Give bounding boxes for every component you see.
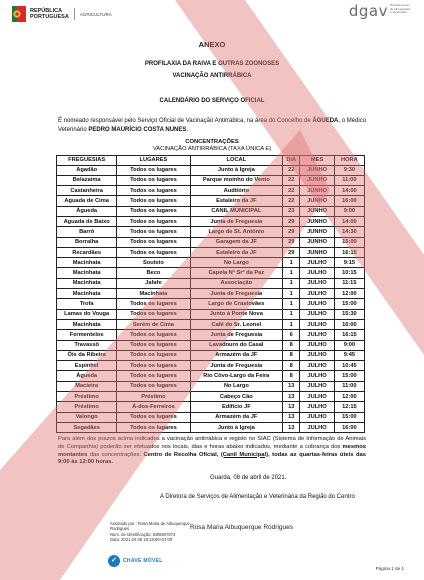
schedule-table: [56, 155, 365, 433]
cell-local: Largo de St. António: [190, 227, 283, 237]
header-hora: HORA: [334, 156, 364, 166]
cell-lugar: Todos os lugares: [117, 350, 190, 360]
cell-freguesia: Macinhata: [57, 289, 117, 299]
table-row: [57, 175, 365, 185]
cell-mes: JUNHO: [300, 247, 334, 257]
cell-hora: 14:30: [334, 227, 364, 237]
ministry-name: AGRICULTURA: [79, 11, 112, 17]
table-row: [57, 289, 365, 299]
cell-hora: 9:30: [334, 165, 364, 175]
table-row: [57, 196, 365, 206]
cell-lugar: Todos os lugares: [117, 247, 190, 257]
cell-local: Edifício JF: [190, 402, 283, 412]
table-row: [57, 268, 365, 278]
cell-hora: 11:00: [334, 175, 364, 185]
cell-local: Garagem da JF: [190, 237, 283, 247]
cell-mes: JUNHO: [300, 227, 334, 237]
cell-dia: 22: [283, 186, 300, 196]
cell-local: Rio Côvo-Largo da Feira: [190, 371, 283, 381]
cell-lugar: Todos os lugares: [117, 165, 190, 175]
table-row: [57, 258, 365, 268]
header-divider: [74, 8, 75, 20]
dgav-logo: dgav: [348, 2, 388, 20]
cell-mes: JULHO: [300, 412, 334, 422]
cell-local: Parque moinho do Vento: [190, 175, 283, 185]
cell-dia: 1: [283, 299, 300, 309]
document-title: ANEXO: [198, 40, 226, 49]
cell-local: Associação: [190, 278, 283, 288]
concentrations-heading: CONCENTRAÇÕES VACINAÇÃO ANTIRRÁBICA (TAXA ÚNICA E): [152, 139, 272, 152]
page-number: Página 1 de 1: [375, 566, 404, 571]
cell-freguesia: Valongo: [57, 412, 117, 422]
cell-lugar: Souteio: [117, 258, 190, 268]
table-row: [57, 309, 365, 319]
cell-local: Café do Sr. Leonel: [190, 319, 283, 329]
table-row: [57, 392, 365, 402]
cell-mes: JULHO: [300, 258, 334, 268]
table-row: [57, 371, 365, 381]
cell-hora: 12:00: [334, 289, 364, 299]
table-row: [57, 402, 365, 412]
table-row: [57, 381, 365, 391]
cell-hora: 10:15: [334, 268, 364, 278]
table-row: [57, 422, 365, 432]
cell-hora: 16:15: [334, 330, 364, 340]
table-row: [57, 206, 365, 216]
digital-signature: Assinado por : Rosa Maria de Albuquerque Rodrigues Num. de Identificação: BI06607872 Data: 2021.04.08 18:19:50+01'00' Rosa Maria Albuquerque Rodrigues: [110, 521, 293, 543]
cell-dia: 13: [283, 381, 300, 391]
cell-local: Estaleiro da JF: [190, 196, 283, 206]
cell-dia: 1: [283, 278, 300, 288]
cell-lugar: Todos os lugares: [117, 216, 190, 226]
coat-of-arms-icon: [12, 6, 26, 22]
cell-freguesia: Borralha: [57, 237, 117, 247]
cell-freguesia: Préstimo: [57, 392, 117, 402]
cell-freguesia: Macinhata: [57, 268, 117, 278]
cell-mes: JULHO: [300, 309, 334, 319]
cell-hora: 15:00: [334, 237, 364, 247]
cell-dia: 29: [283, 216, 300, 226]
date-line: Guarda, 08 de abril de 2021.: [210, 475, 287, 481]
cell-local: Junto à Igreja: [190, 165, 283, 175]
cell-mes: JULHO: [300, 268, 334, 278]
cell-hora: 12:00: [334, 392, 364, 402]
subtitle-vaccination: VACINAÇÃO ANTIRRÁBICA: [172, 73, 252, 79]
cell-dia: 29: [283, 237, 300, 247]
cell-dia: 22: [283, 165, 300, 175]
cell-hora: 12:15: [334, 402, 364, 412]
dgav-subtitle: Direção-Geral de Alimentação e Veterinária: [390, 3, 411, 14]
cell-lugar: Todos os lugares: [117, 227, 190, 237]
cell-freguesia: Macinhata: [57, 278, 117, 288]
cell-dia: 1: [283, 309, 300, 319]
cell-hora: 9:00: [334, 340, 364, 350]
table-row: [57, 186, 365, 196]
cell-hora: 15:00: [334, 412, 364, 422]
cell-hora: 14:00: [334, 186, 364, 196]
cell-hora: 9:15: [334, 258, 364, 268]
cell-dia: 8: [283, 340, 300, 350]
cell-local: Capela Nª Srª da Paz: [190, 268, 283, 278]
cell-dia: 13: [283, 392, 300, 402]
cell-dia: 23: [283, 206, 300, 216]
cell-mes: JULHO: [300, 340, 334, 350]
direcao-line: A Diretora de Serviços de Alimentação e Veterinária da Região do Centro: [160, 494, 355, 500]
cell-dia: 22: [283, 196, 300, 206]
cell-lugar: Todos os lugares: [117, 361, 190, 371]
cell-dia: 29: [283, 247, 300, 257]
cell-hora: 9:45: [334, 350, 364, 360]
cell-local: Cabeço Cão: [190, 392, 283, 402]
cell-freguesia: Espinhel: [57, 361, 117, 371]
dgav-logo-block: [349, 4, 412, 19]
cell-lugar: Todos os lugares: [117, 381, 190, 391]
chave-movel-label: CHAVE MÓVEL: [123, 558, 163, 564]
table-row: [57, 227, 365, 237]
cell-dia: 1: [283, 258, 300, 268]
cell-mes: JULHO: [300, 278, 334, 288]
cell-lugar: Beco: [117, 268, 190, 278]
table-row: [57, 319, 365, 329]
cell-hora: 15:00: [334, 371, 364, 381]
table-row: [57, 340, 365, 350]
header-mes: MES: [300, 156, 334, 166]
cell-local: Lavadouro do Casal: [190, 340, 283, 350]
table-row: [57, 412, 365, 422]
cell-lugar: Todos os lugares: [117, 412, 190, 422]
cell-lugar: Todos os lugares: [117, 340, 190, 350]
note-paragraph: Para além dos prazos acima indicados a vacinação antirrábica e registo no SIAC (Sistema de Informação de Animais de Companhia) poderão ser efetuados nos locais, dias e horas abaixo indicados, mediante a cobrança dos mesmos montantes das concentrações: Centro de Recolha Oficial, (Canil Municipal), todas as quartas-feiras úteis das 9:00 às 12:00 horas.: [58, 436, 366, 466]
table-header-row: [57, 156, 365, 166]
cell-mes: JULHO: [300, 289, 334, 299]
cell-lugar: Todos os lugares: [117, 175, 190, 185]
cell-freguesia: Fermentelos: [57, 330, 117, 340]
cell-freguesia: Águeda: [57, 371, 117, 381]
cell-mes: JUNHO: [300, 175, 334, 185]
municipality-name: ÁGUEDA: [312, 118, 339, 124]
cell-freguesia: Préstimo: [57, 402, 117, 412]
cell-hora: 15:30: [334, 309, 364, 319]
cell-dia: 1: [283, 268, 300, 278]
intro-paragraph: É nomeado responsável pelo Serviço Oficial de Vacinação Antirrábica, na área do Concelho de ÁGUEDA, o Médico Veterinário PEDRO MAURÍCIO COSTA NUNES.: [58, 118, 367, 133]
cell-dia: 22: [283, 175, 300, 185]
cell-hora: 9:00: [334, 206, 364, 216]
table-row: [57, 216, 365, 226]
cell-lugar: Todos os lugares: [117, 371, 190, 381]
cell-freguesia: Belazaima: [57, 175, 117, 185]
cell-freguesia: Castanheira: [57, 186, 117, 196]
cell-local: Armazém da JF: [190, 412, 283, 422]
cell-mes: JUNHO: [300, 165, 334, 175]
cell-hora: 16:00: [334, 422, 364, 432]
cell-hora: 10:45: [334, 361, 364, 371]
cell-local: No Largo: [190, 258, 283, 268]
government-name: REPÚBLICA PORTUGUESA: [30, 8, 69, 20]
cell-freguesia: Aguada de Baixo: [57, 216, 117, 226]
cell-mes: JULHO: [300, 299, 334, 309]
cell-local: No Largo: [190, 381, 283, 391]
cell-mes: JUNHO: [300, 206, 334, 216]
cell-lugar: Todos os lugares: [117, 206, 190, 216]
table-row: [57, 299, 365, 309]
cell-dia: 6: [283, 330, 300, 340]
cell-lugar: Todos os lugares: [117, 186, 190, 196]
cell-dia: 13: [283, 422, 300, 432]
cell-lugar: Todos os lugares: [117, 309, 190, 319]
canil-municipal: (Canil Municipal): [220, 451, 269, 458]
table-row: [57, 237, 365, 247]
cell-mes: JULHO: [300, 422, 334, 432]
cell-lugar: Todos os lugares: [117, 299, 190, 309]
cell-hora: 14:00: [334, 216, 364, 226]
chave-movel-badge: [108, 555, 163, 567]
cell-mes: JULHO: [300, 350, 334, 360]
cell-freguesia: Barrô: [57, 227, 117, 237]
cell-local: Junta de Freguesia: [190, 289, 283, 299]
cell-lugar: Todos os lugares: [117, 237, 190, 247]
cell-freguesia: Macinhata: [57, 258, 117, 268]
cell-freguesia: Lamas do Vouga: [57, 309, 117, 319]
cell-dia: 8: [283, 361, 300, 371]
cell-freguesia: Trofa: [57, 299, 117, 309]
cell-local: Junta de Freguesia: [190, 216, 283, 226]
cell-local: CANIL MUNICIPAL: [190, 206, 283, 216]
header-local: LOCAL: [190, 156, 283, 166]
cell-mes: JUNHO: [300, 186, 334, 196]
cell-lugar: Todos os lugares: [117, 330, 190, 340]
cell-mes: JULHO: [300, 402, 334, 412]
table-row: [57, 278, 365, 288]
cell-lugar: Á-dos-Ferreiros: [117, 402, 190, 412]
cell-hora: 11:15: [334, 278, 364, 288]
cell-dia: 13: [283, 412, 300, 422]
header-lugares: LUGARES: [117, 156, 190, 166]
cell-dia: 8: [283, 371, 300, 381]
cell-hora: 11:00: [334, 381, 364, 391]
cell-freguesia: Recardães: [57, 247, 117, 257]
cell-local: Estaleiro da JF: [190, 247, 283, 257]
subtitle-zoonoses: PROFILAXIA DA RAIVA E OUTRAS ZOONOSES: [144, 61, 280, 67]
cell-mes: JUNHO: [300, 196, 334, 206]
cell-local: Junta de Freguesia: [190, 361, 283, 371]
cell-dia: 1: [283, 289, 300, 299]
cell-hora: 16:00: [334, 196, 364, 206]
centro-recolha: Centro de Recolha Oficial,: [143, 451, 219, 458]
cell-local: Largo de Crastovães: [190, 299, 283, 309]
cell-freguesia: Águeda: [57, 206, 117, 216]
table-row: [57, 361, 365, 371]
cell-freguesia: Macieira: [57, 381, 117, 391]
cell-dia: 8: [283, 350, 300, 360]
table-row: [57, 350, 365, 360]
cell-local: Junto à Ponte Nova: [190, 309, 283, 319]
cell-local: Auditório: [190, 186, 283, 196]
gov-header: [12, 6, 112, 22]
cell-dia: 1: [283, 319, 300, 329]
header-freguesias: FREGUESIAS: [57, 156, 117, 166]
table-row: [57, 330, 365, 340]
cell-local: Junto à Igreja: [190, 422, 283, 432]
cell-mes: JULHO: [300, 361, 334, 371]
table-row: [57, 165, 365, 175]
cell-lugar: Jafafe: [117, 278, 190, 288]
cell-local: Armazém da JF: [190, 350, 283, 360]
chave-movel-icon: ✓: [108, 555, 120, 567]
cell-hora: 16:15: [334, 247, 364, 257]
cell-mes: JULHO: [300, 392, 334, 402]
cell-dia: 29: [283, 227, 300, 237]
cell-lugar: Serém de Cima: [117, 319, 190, 329]
cell-lugar: Todos os lugares: [117, 196, 190, 206]
cell-hora: 16:00: [334, 319, 364, 329]
cell-hora: 15:00: [334, 299, 364, 309]
cell-freguesia: Aguada de Cima: [57, 196, 117, 206]
header-dia: DIA: [283, 156, 300, 166]
cell-mes: JULHO: [300, 319, 334, 329]
cell-dia: 13: [283, 402, 300, 412]
subtitle-calendar: CALENDÁRIO DO SERVIÇO OFICIAL: [159, 98, 265, 104]
table-row: [57, 247, 365, 257]
cell-lugar: Préstimo: [117, 392, 190, 402]
cell-lugar: Todos os lugares: [117, 422, 190, 432]
cell-mes: JUNHO: [300, 237, 334, 247]
cell-freguesia: Travassô: [57, 340, 117, 350]
cell-freguesia: Macinhata: [57, 319, 117, 329]
veterinarian-name: PEDRO MAURÍCIO COSTA NUNES: [88, 126, 187, 133]
signer-name: Rosa Maria Albuquerque Rodrigues: [190, 524, 293, 531]
cell-mes: JULHO: [300, 371, 334, 381]
cell-mes: JULHO: [300, 381, 334, 391]
cell-mes: JUNHO: [300, 216, 334, 226]
cell-freguesia: Óis da Ribeira: [57, 350, 117, 360]
cell-local: Junta de Freguesia: [190, 330, 283, 340]
cell-freguesia: Segadães: [57, 422, 117, 432]
cell-freguesia: Agadão: [57, 165, 117, 175]
cell-mes: JULHO: [300, 330, 334, 340]
cell-lugar: Macinhata: [117, 289, 190, 299]
